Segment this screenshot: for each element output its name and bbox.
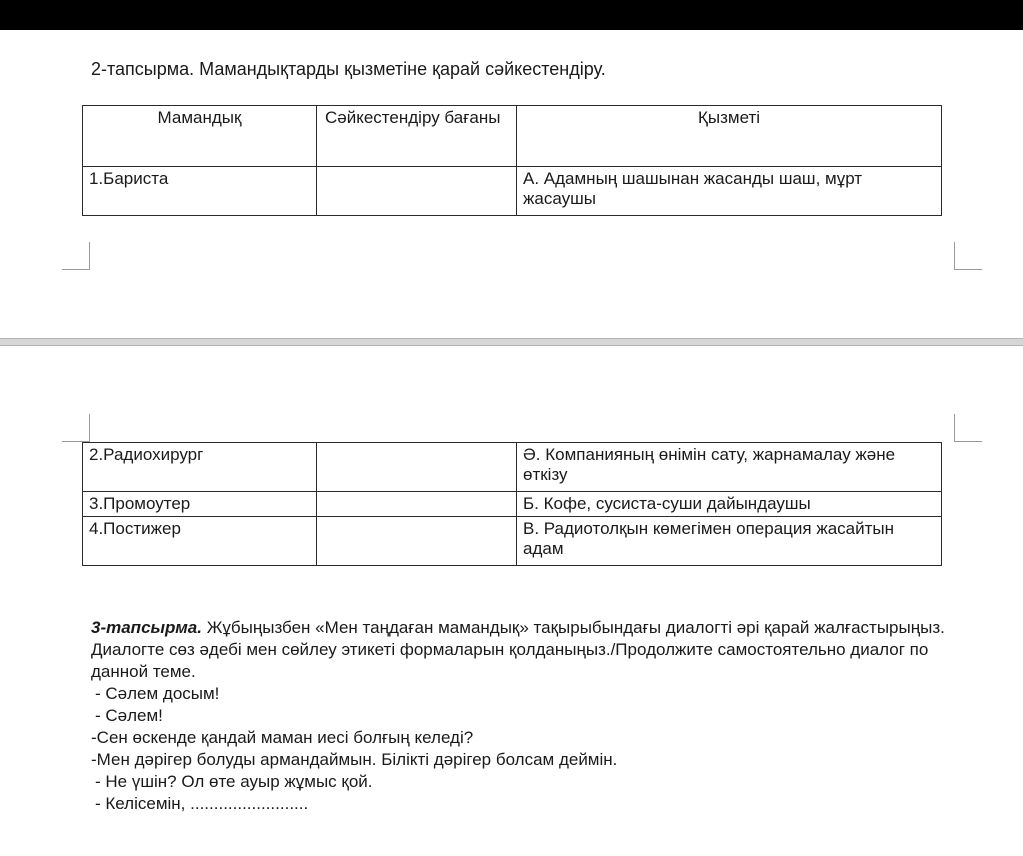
matching-table-part-2 — [82, 442, 942, 566]
function-cell: А. Адамның шашынан жасанды шаш, мұрт жасаушы — [517, 167, 942, 216]
task3-instruction-paragraph — [91, 617, 971, 683]
margin-mark-bottom-left — [62, 242, 90, 270]
header-profession: Мамандық — [83, 106, 317, 167]
profession-cell: 4.Постижер — [83, 517, 317, 566]
table-row — [83, 443, 942, 492]
margin-mark-top-left — [62, 414, 90, 442]
dialogue-line: - Не үшін? Ол өте ауыр жұмыс қой. — [95, 772, 373, 791]
table-header-row — [83, 106, 942, 167]
margin-mark-bottom-right — [954, 242, 982, 270]
matching-table-part-1 — [82, 105, 942, 216]
dialogue-line: - Сәлем досым! — [95, 684, 220, 703]
profession-cell: 1.Бариста — [83, 167, 317, 216]
header-function: Қызметі — [517, 106, 942, 167]
top-bar — [0, 0, 1023, 30]
page-break — [0, 338, 1023, 346]
table-row — [83, 517, 942, 566]
match-cell[interactable] — [317, 167, 517, 216]
function-cell: В. Радиотолқын көмегімен операция жасайтын адам — [517, 517, 942, 566]
table-row — [83, 492, 942, 517]
table-row — [83, 167, 942, 216]
match-cell[interactable] — [317, 517, 517, 566]
profession-cell: 3.Промоутер — [83, 492, 317, 517]
function-cell: Ә. Компанияның өнімін сату, жарнамалау және өткізу — [517, 443, 942, 492]
header-match: Сәйкестендіру бағаны — [317, 106, 517, 167]
task2-heading: 2-тапсырма. Мамандықтарды қызметіне қарай сәйкестендіру. — [91, 59, 606, 79]
match-cell[interactable] — [317, 443, 517, 492]
dialogue-line: - Сәлем! — [95, 706, 163, 725]
task3-instruction: Жұбыңызбен «Мен таңдаған мамандық» тақырыбындағы диалогті әрі қарай жалғастырыңыз. Диалогте сөз әдебі мен сөйлеу этикеті формаларын қолданыңыз./Продолжите самостоятельно диалог по данной теме. — [91, 618, 945, 681]
dialogue-line: - Келісемін, ......................... — [95, 794, 309, 813]
dialogue-line: -Сен өскенде қандай маман иесі болғың келеді? — [91, 728, 474, 747]
task3-section — [91, 617, 971, 815]
dialogue-line: -Мен дәрігер болуды армандаймын. Білікті дәрігер болсам деймін. — [91, 750, 618, 769]
profession-cell: 2.Радиохирург — [83, 443, 317, 492]
margin-mark-top-right — [954, 414, 982, 442]
match-cell[interactable] — [317, 492, 517, 517]
task3-label: 3-тапсырма. — [91, 618, 202, 637]
function-cell: Б. Кофе, сусиста-суши дайындаушы — [517, 492, 942, 517]
